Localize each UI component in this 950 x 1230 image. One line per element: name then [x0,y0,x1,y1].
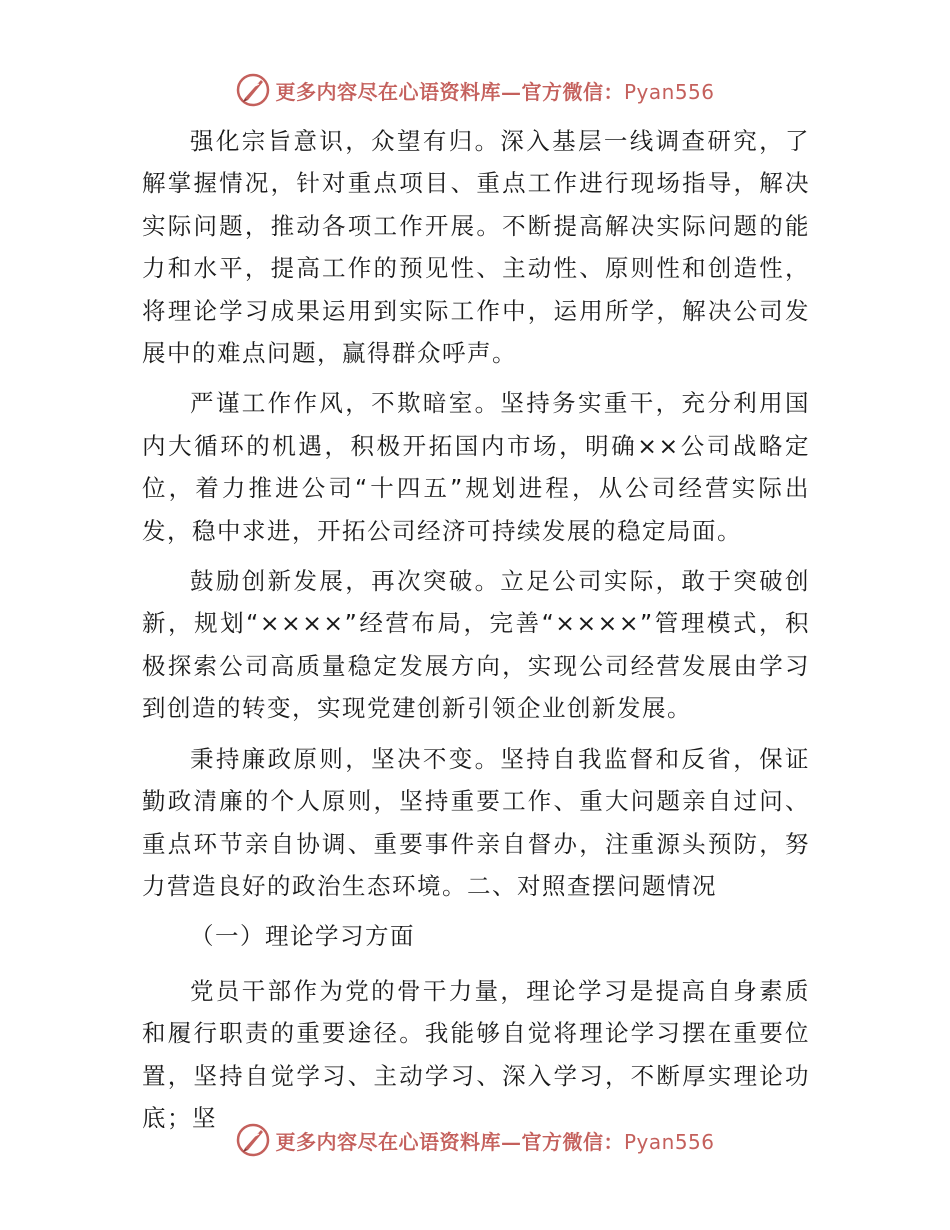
watermark-banner-top [0,70,950,110]
paragraph-3: 鼓励创新发展，再次突破。立足公司实际，敢于突破创新，规划“××××”经营布局，完善“××××”管理模式，积极探索公司高质量稳定发展方向，实现公司经营发展由学习到创造的转变，实现党建创新引领企业创新发展。 [142,567,810,723]
watermark-text: 更多内容尽在心语资料库—官方微信：Pyan556 [275,1129,715,1154]
paragraph-4: 秉持廉政原则，坚决不变。坚持自我监督和反省，保证勤政清廉的个人原则，坚持重要工作、重大问题亲自过问、重点环节亲自协调、重要事件亲自督办，注重源头预防，努力营造良好的政治生态环境。二、对照查摆问题情况 [142,744,810,900]
paragraph-2: 严谨工作作风，不欺暗室。坚持务实重干，充分利用国内大循环的机遇，积极开拓国内市场，明确××公司战略定位，着力推进公司“十四五”规划进程，从公司经营实际出发，稳中求进，开拓公司经济可持续发展的稳定局面。 [142,389,810,545]
quill-pen-logo-icon [235,1122,271,1158]
document-body [142,120,810,1147]
quill-pen-logo-icon [235,72,271,108]
watermark-banner-bottom [0,1120,950,1160]
paragraph-1: 强化宗旨意识，众望有归。深入基层一线调查研究，了解掌握情况，针对重点项目、重点工作进行现场指导，解决实际问题，推动各项工作开展。不断提高解决实际问题的能力和水平，提高工作的预见性、主动性、原则性和创造性，将理论学习成果运用到实际工作中，运用所学，解决公司发展中的难点问题，赢得群众呼声。 [142,127,810,368]
paragraph-5: 党员干部作为党的骨干力量，理论学习是提高自身素质和履行职责的重要途径。我能够自觉将理论学习摆在重要位置，坚持自觉学习、主动学习、深入学习，不断厚实理论功底；坚 [142,976,810,1132]
watermark-text: 更多内容尽在心语资料库—官方微信：Pyan556 [275,79,715,104]
section-subheading: （一）理论学习方面 [190,922,415,951]
